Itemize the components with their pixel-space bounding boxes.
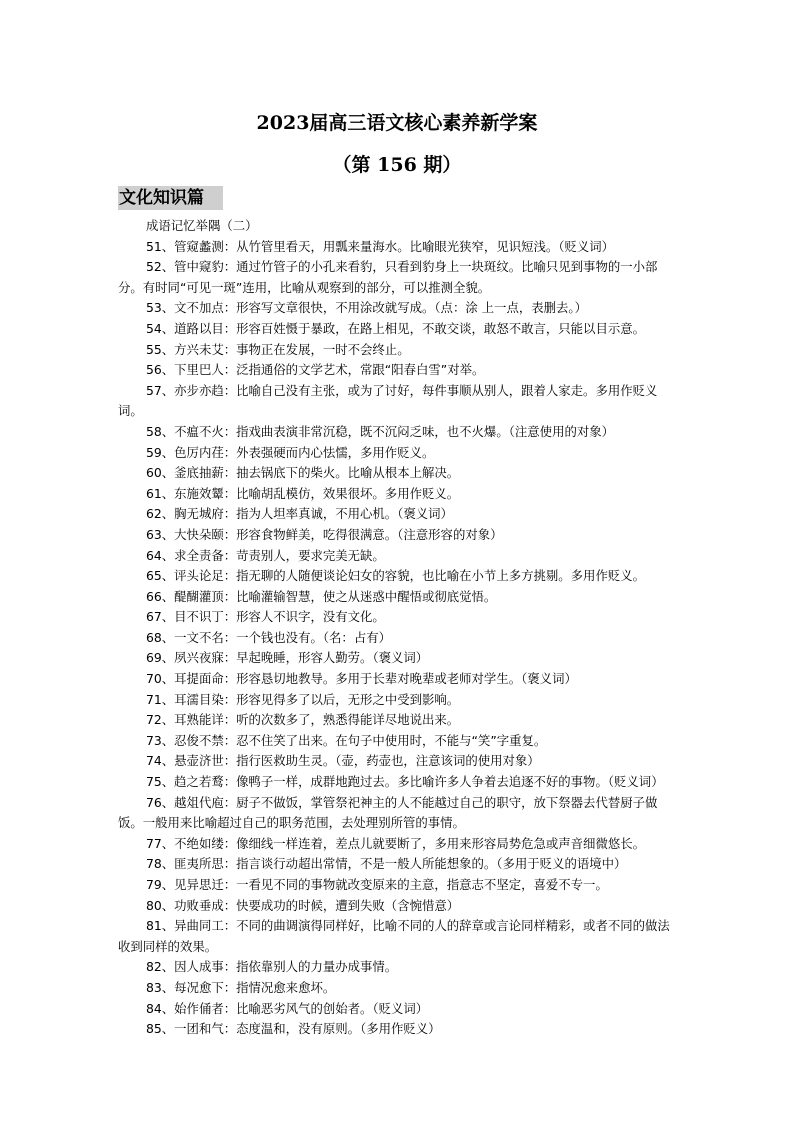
- idiom-entry: 56、下里巴人：泛指通俗的文学艺术，常跟“阳春白雪”对举。: [146, 362, 485, 378]
- idiom-entry: 74、悬壶济世：指行医救助生灵。（壶，药壶也，注意该词的使用对象）: [146, 753, 540, 769]
- idiom-entry: 78、匪夷所思：指言谈行动超出常情，不是一般人所能想象的。（多用于贬义的语境中）: [146, 856, 627, 872]
- idiom-entry: 62、胸无城府：指为人坦率真诚，不用心机。（褒义词）: [146, 506, 453, 522]
- subheading: 成语记忆举隅（二）: [146, 218, 258, 233]
- idiom-entry: 68、一文不名：一个钱也没有。（名：占有）: [146, 629, 391, 645]
- idiom-entry: 64、求全责备：苛责别人，要求完美无缺。: [146, 547, 385, 563]
- section-heading: 文化知识篇: [118, 186, 223, 210]
- idiom-entry: 57、亦步亦趋：比喻自己没有主张，或为了讨好，每件事顺从别人，跟着人家走。多用作贬义词。: [118, 382, 658, 419]
- idiom-entry: 75、趋之若鹜：像鸭子一样，成群地跑过去。多比喻许多人争着去追逐不好的事物。（贬义词）: [146, 774, 664, 790]
- idiom-entry: 66、醍醐灌顶：比喻灌输智慧，使之从迷惑中醒悟或彻底觉悟。: [146, 588, 497, 604]
- idiom-entry: 82、因人成事：指依靠别人的力量办成事情。: [146, 959, 398, 975]
- idiom-entry: 63、大快朵颐：形容食物鲜美，吃得很满意。（注意形容的对象）: [146, 526, 503, 542]
- issue-number: （第 156 期）: [332, 154, 462, 176]
- idiom-entry: 81、异曲同工：不同的曲调演得同样好，比喻不同的人的辞章或言论同样精彩，或者不同的做法收到同样的效果。: [118, 918, 670, 954]
- idiom-entry: 84、始作俑者：比喻恶劣风气的创始者。（贬义词）: [146, 1000, 429, 1016]
- idiom-entry: 83、每况愈下：指情况愈来愈坏。: [146, 979, 336, 995]
- idiom-entry: 59、色厉内荏：外表强硬而内心怯懦，多用作贬义。: [146, 444, 435, 460]
- idiom-entry: 51、管窥蠡测：从竹管里看天，用瓢来量海水。比喻眼光狭窄，见识短浅。（贬义词）: [146, 238, 615, 254]
- idiom-entry: 72、耳熟能详：听的次数多了，熟悉得能详尽地说出来。: [146, 712, 460, 728]
- idiom-entry: 53、文不加点：形容写文章很快，不用涂改就写成。（点：涂 上一点，表删去。）: [146, 300, 587, 316]
- idiom-entry: 69、夙兴夜寐：早起晚睡，形容人勤劳。（褒义词）: [146, 650, 429, 666]
- idiom-entry: 52、管中窥豹：通过竹管子的小孔来看豹，只看到豹身上一块斑纹。比喻只见到事物的一小部分。有时同“可见一斑”连用，比喻从观察到的部分，可以推测全貌。: [118, 259, 658, 295]
- idiom-entry: 77、不绝如缕：像细线一样连着，差点儿就要断了，多用来形容局势危急或声音细微悠长。: [146, 835, 646, 851]
- idiom-entry: 76、越俎代庖：厨子不做饭，掌管祭祀神主的人不能越过自己的职守，放下祭器去代替厨子做饭。一般用来比喻超过自己的职务范围，去处理别所管的事情。: [118, 794, 658, 831]
- document-title: 2023届高三语文核心素养新学案: [256, 112, 538, 134]
- idiom-entry: 58、不瘟不火：指戏曲表演非常沉稳，既不沉闷乏味，也不火爆。（注意使用的对象）: [146, 423, 615, 439]
- idiom-entry: 65、评头论足：指无聊的人随便谈论妇女的容貌，也比喻在小节上多方挑剔。多用作贬义。: [146, 568, 646, 584]
- idiom-entry: 61、东施效颦：比喻胡乱模仿，效果很坏。多用作贬义。: [146, 485, 460, 501]
- idiom-entry: 85、一团和气：态度温和，没有原则。（多用作贬义）: [146, 1021, 441, 1037]
- document-body: [118, 216, 676, 1040]
- idiom-entry: 70、耳提面命：形容恳切地教导。多用于长辈对晚辈或老师对学生。（褒义词）: [146, 671, 577, 687]
- idiom-entry: 54、道路以目：形容百姓慑于暴政，在路上相见，不敢交谈，敢怒不敢言，只能以目示意。: [146, 320, 646, 336]
- idiom-entry: 71、耳濡目染：形容见得多了以后，无形之中受到影响。: [146, 691, 460, 707]
- idiom-entry: 79、见异思迁：一看见不同的事物就改变原来的主意，指意志不坚定，喜爱不专一。: [146, 877, 608, 892]
- idiom-entry: 55、方兴未艾：事物正在发展，一时不会终止。: [146, 341, 410, 357]
- idiom-entry: 60、釜底抽薪：抽去锅底下的柴火。比喻从根本上解决。: [146, 465, 460, 481]
- idiom-entry: 73、忍俊不禁：忍不住笑了出来。在句子中使用时，不能与“笑”字重复。: [146, 732, 547, 748]
- idiom-entry: 80、功败垂成：快要成功的时候，遭到失败（含惋惜意）: [146, 897, 460, 913]
- idiom-entry: 67、目不识丁：形容人不识字，没有文化。: [146, 609, 385, 625]
